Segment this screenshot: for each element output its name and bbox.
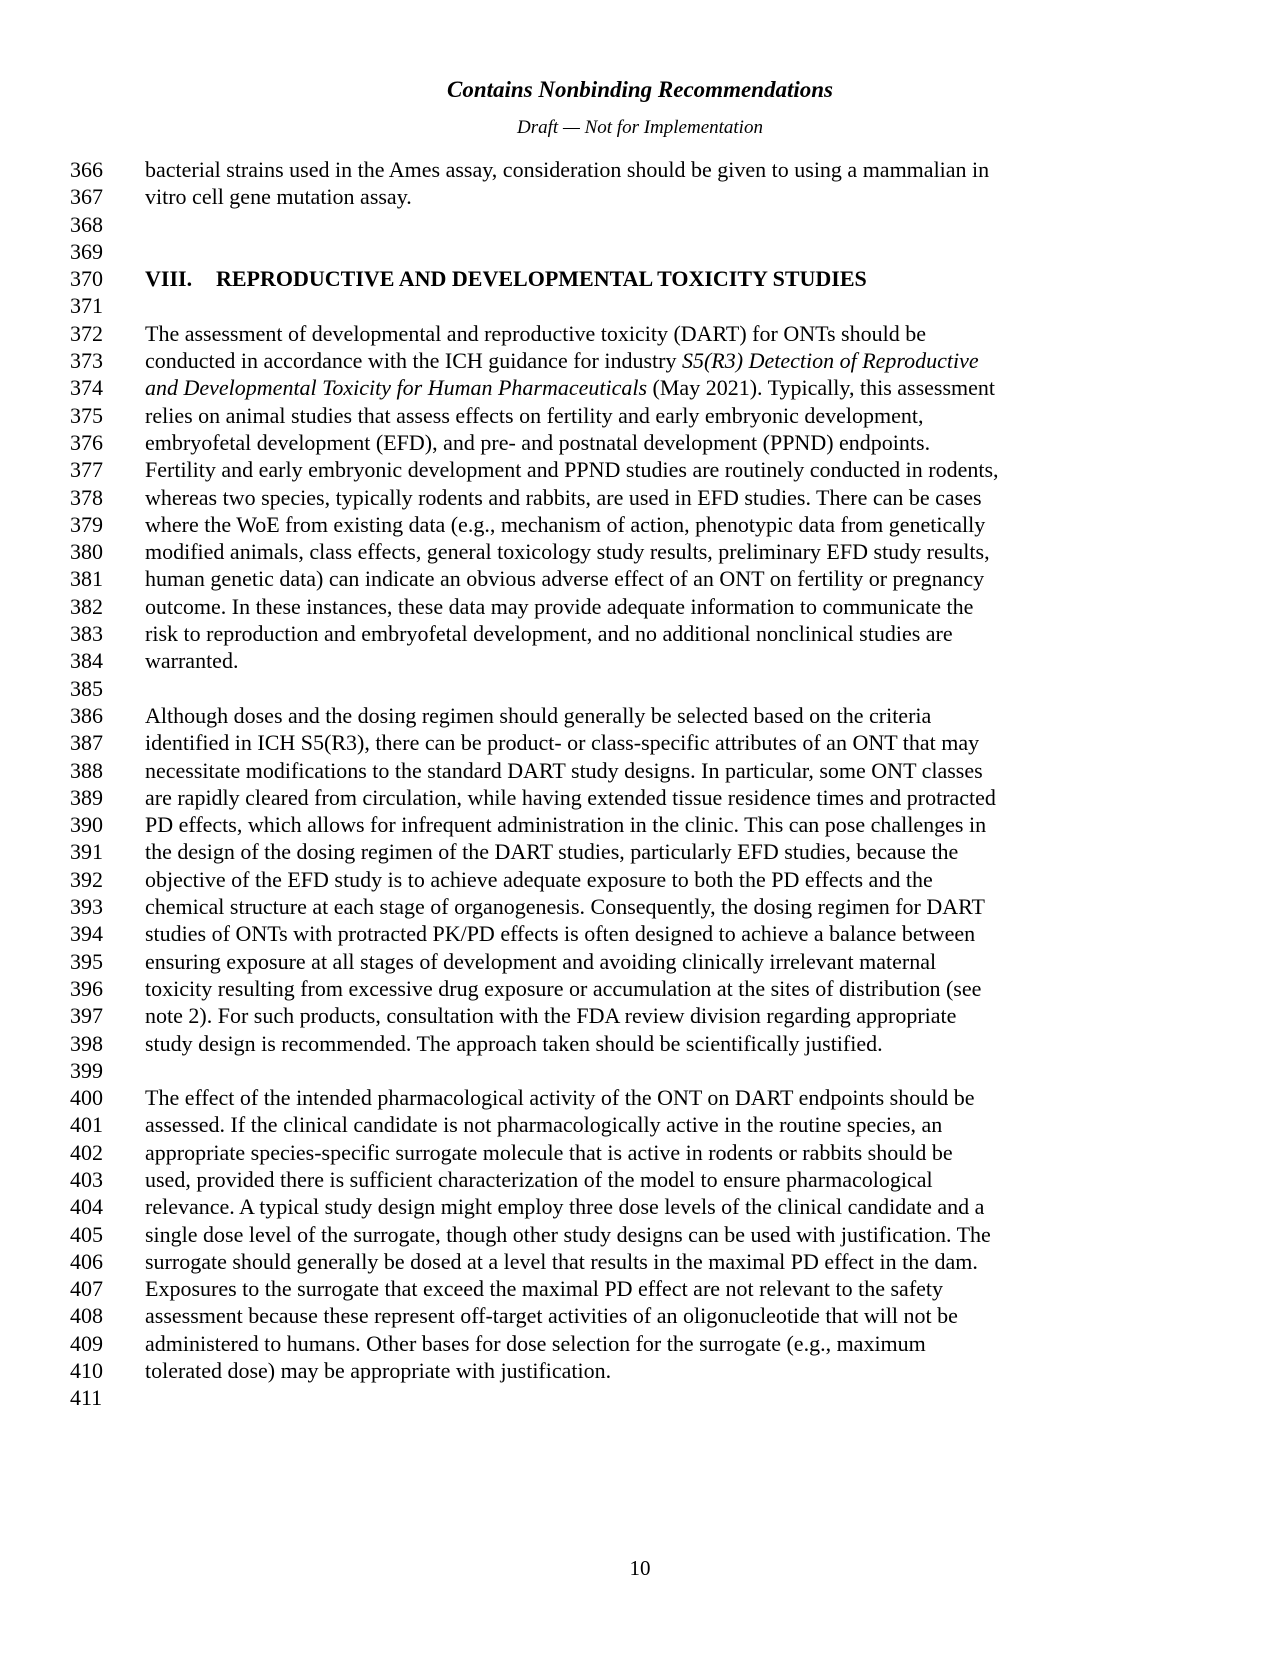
line-number: 369 [70,238,103,264]
text-segment: chemical structure at each stage of organogenesis. Consequently, the dosing regimen for DART [145,894,985,920]
text-segment: appropriate species-specific surrogate molecule that is active in rodents or rabbits should be [145,1139,953,1165]
line-text [145,1003,956,1028]
document-line [0,374,1280,401]
document-line [0,1030,1280,1057]
text-segment: assessment because these represent off-target activities of an oligonucleotide that will not be [145,1303,958,1329]
line-text [145,648,238,673]
line-text [145,1249,978,1274]
document-line [0,1084,1280,1111]
line-text [145,867,933,892]
line-number: 394 [70,921,103,947]
line-text [145,485,982,510]
line-number: 411 [70,1385,103,1411]
text-segment: outcome. In these instances, these data may provide adequate information to communicate the [145,593,974,619]
line-number: 410 [70,1358,103,1384]
text-segment: necessitate modifications to the standard DART study designs. In particular, some ONT classes [145,757,983,783]
line-number: 407 [70,1276,103,1302]
text-segment: single dose level of the surrogate, though other study designs can be used with justification. The [145,1221,991,1247]
line-number: 373 [70,348,103,374]
text-segment: Although doses and the dosing regimen should generally be selected based on the criteria [145,702,932,728]
text-segment: relies on animal studies that assess effects on fertility and early embryonic development, [145,402,924,428]
line-text [145,1031,883,1056]
document-lines [0,156,1280,1412]
text-segment: human genetic data) can indicate an obvious adverse effect of an ONT on fertility or pregnancy [145,566,985,592]
text-segment: studies of ONTs with protracted PK/PD effects is often designed to achieve a balance between [145,921,976,947]
document-line [0,757,1280,784]
line-text [145,403,924,428]
document-line [0,975,1280,1002]
document-line [0,1057,1280,1084]
document-line [0,620,1280,647]
line-number: 385 [70,675,103,701]
line-number: 377 [70,457,103,483]
document-line [0,1193,1280,1220]
line-number: 375 [70,402,103,428]
text-segment: where the WoE from existing data (e.g., mechanism of action, phenotypic data from genetically [145,511,986,537]
document-line [0,1302,1280,1329]
line-number: 409 [70,1330,103,1356]
document-line [0,784,1280,811]
document-line [0,1275,1280,1302]
document-line [0,429,1280,456]
document-line [0,593,1280,620]
line-text [145,566,984,591]
document-line [0,347,1280,374]
line-number: 405 [70,1221,103,1247]
line-text [145,730,979,755]
line-text [145,348,979,373]
text-segment: tolerated dose) may be appropriate with justification. [145,1358,612,1384]
document-line [0,511,1280,538]
text-segment: identified in ICH S5(R3), there can be product- or class-specific attributes of an ONT that may [145,730,980,756]
document-line [0,320,1280,347]
line-number: 388 [70,757,103,783]
line-text [145,839,958,864]
line-text [145,1331,926,1356]
document-line [0,1330,1280,1357]
line-number: 381 [70,566,103,592]
text-segment: vitro cell gene mutation assay. [145,184,412,210]
line-number: 386 [70,702,103,728]
line-number: 382 [70,593,103,619]
text-segment: administered to humans. Other bases for dose selection for the surrogate (e.g., maximum [145,1330,926,1356]
document-line [0,1357,1280,1384]
document-line [0,1248,1280,1275]
line-number: 403 [70,1166,103,1192]
document-line [0,647,1280,674]
line-text [145,1222,991,1247]
text-segment: note 2). For such products, consultation with the FDA review division regarding appropriate [145,1003,957,1029]
text-segment: toxicity resulting from excessive drug exposure or accumulation at the sites of distribution (see [145,975,982,1001]
text-segment: VIII. [145,266,193,292]
document-line [0,183,1280,210]
line-text [145,375,995,400]
document-line [0,1111,1280,1138]
document-line [0,866,1280,893]
text-segment: assessed. If the clinical candidate is not pharmacologically active in the routine species, an [145,1112,943,1138]
document-line [0,675,1280,702]
line-text [145,949,936,974]
line-number: 376 [70,429,103,455]
text-segment: bacterial strains used in the Ames assay, consideration should be given to using a mammalian in [145,157,990,182]
text-segment: used, provided there is sufficient characterization of the model to ensure pharmacological [145,1166,933,1192]
line-number: 395 [70,948,103,974]
line-number: 383 [70,621,103,647]
line-number: 398 [70,1030,103,1056]
line-text [145,1112,942,1137]
document-line [0,265,1280,292]
line-number: 399 [70,1057,103,1083]
document-line [0,538,1280,565]
banner-text: Contains Nonbinding Recommendations [447,77,833,102]
line-number: 380 [70,539,103,565]
line-number: 397 [70,1003,103,1029]
line-text [145,894,985,919]
line-text [145,921,975,946]
text-segment: embryofetal development (EFD), and pre- and postnatal development (PPND) endpoints. [145,429,931,455]
document-line [0,1139,1280,1166]
text-segment: Exposures to the surrogate that exceed the maximal PD effect are not relevant to the safety [145,1276,944,1302]
text-segment: REPRODUCTIVE AND DEVELOPMENTAL TOXICITY STUDIES [216,266,867,292]
text-segment: and Developmental Toxicity for Human Pharmaceuticals [145,375,648,401]
text-segment: ensuring exposure at all stages of development and avoiding clinically irrelevant maternal [145,948,937,974]
line-number: 387 [70,730,103,756]
line-number: 404 [70,1194,103,1220]
text-segment: Fertility and early embryonic development and PPND studies are routinely conducted in rodents, [145,457,999,483]
document-line [0,456,1280,483]
line-text [145,157,989,182]
text-segment: conducted in accordance with the ICH guidance for industry [145,348,682,374]
line-number: 392 [70,866,103,892]
line-number: 389 [70,784,103,810]
text-segment: The effect of the intended pharmacological activity of the ONT on DART endpoints should be [145,1085,975,1111]
document-line [0,702,1280,729]
line-text [145,594,973,619]
line-number: 401 [70,1112,103,1138]
text-segment: whereas two species, typically rodents and rabbits, are used in EFD studies. There can be cases [145,484,982,510]
line-text [145,430,930,455]
line-number: 367 [70,184,103,210]
line-number: 390 [70,812,103,838]
line-number: 402 [70,1139,103,1165]
document-line [0,729,1280,756]
document-line [0,484,1280,511]
line-text [145,184,412,209]
document-line [0,811,1280,838]
line-text [145,1140,953,1165]
document-line [0,238,1280,265]
line-number: 370 [70,266,103,292]
line-text [145,703,931,728]
line-text [145,1303,958,1328]
text-segment: relevance. A typical study design might employ three dose levels of the clinical candidate and a [145,1194,985,1220]
line-text [145,1276,943,1301]
text-segment: the design of the dosing regimen of the DART studies, particularly EFD studies, because the [145,839,959,865]
line-number: 400 [70,1085,103,1111]
document-line [0,292,1280,319]
line-number: 406 [70,1248,103,1274]
document-line [0,1221,1280,1248]
line-number: 384 [70,648,103,674]
line-number: 396 [70,975,103,1001]
line-text [145,1085,975,1110]
document-line [0,1166,1280,1193]
document-line [0,920,1280,947]
line-number: 379 [70,511,103,537]
line-text [145,457,999,482]
line-text [145,1358,611,1383]
document-line [0,893,1280,920]
document-line [0,838,1280,865]
document-line [0,565,1280,592]
line-text [145,266,867,291]
line-number: 366 [70,157,103,182]
line-text [145,539,990,564]
document-line [0,1384,1280,1411]
line-text [145,321,926,346]
text-segment: PD effects, which allows for infrequent administration in the clinic. This can pose challenges in [145,812,987,838]
line-text [145,1167,933,1192]
document-line [0,948,1280,975]
text-segment: The assessment of developmental and reproductive toxicity (DART) for ONTs should be [145,320,926,346]
text-segment: objective of the EFD study is to achieve adequate exposure to both the PD effects and the [145,866,933,892]
text-segment: S5(R3) Detection of Reproductive [681,348,979,374]
text-segment: are rapidly cleared from circulation, while having extended tissue residence times and protracted [145,784,996,810]
line-text [145,1194,984,1219]
line-number: 371 [70,293,103,319]
text-segment: warranted. [145,648,239,674]
line-text [145,621,953,646]
text-segment: modified animals, class effects, general toxicology study results, preliminary EFD study results, [145,539,990,565]
text-segment: study design is recommended. The approach taken should be scientifically justified. [145,1030,883,1056]
document-line [0,1002,1280,1029]
line-text [145,976,981,1001]
text-segment: surrogate should generally be dosed at a level that results in the maximal PD effect in the dam. [145,1248,978,1274]
document-line [0,211,1280,238]
document-line [0,402,1280,429]
line-text [145,758,983,783]
text-segment: risk to reproduction and embryofetal development, and no additional nonclinical studies are [145,621,953,647]
line-number: 374 [70,375,103,401]
draft-status-text: Draft — Not for Implementation [517,117,763,138]
line-number: 368 [70,211,103,237]
line-number: 393 [70,894,103,920]
line-number: 408 [70,1303,103,1329]
line-number: 378 [70,484,103,510]
document-line [0,156,1280,183]
text-segment: (May 2021). Typically, this assessment [647,375,996,401]
line-number: 372 [70,320,103,346]
line-text [145,785,996,810]
line-number: 391 [70,839,103,865]
line-text [145,812,986,837]
line-text [145,512,985,537]
page-number: 10 [629,1556,651,1580]
